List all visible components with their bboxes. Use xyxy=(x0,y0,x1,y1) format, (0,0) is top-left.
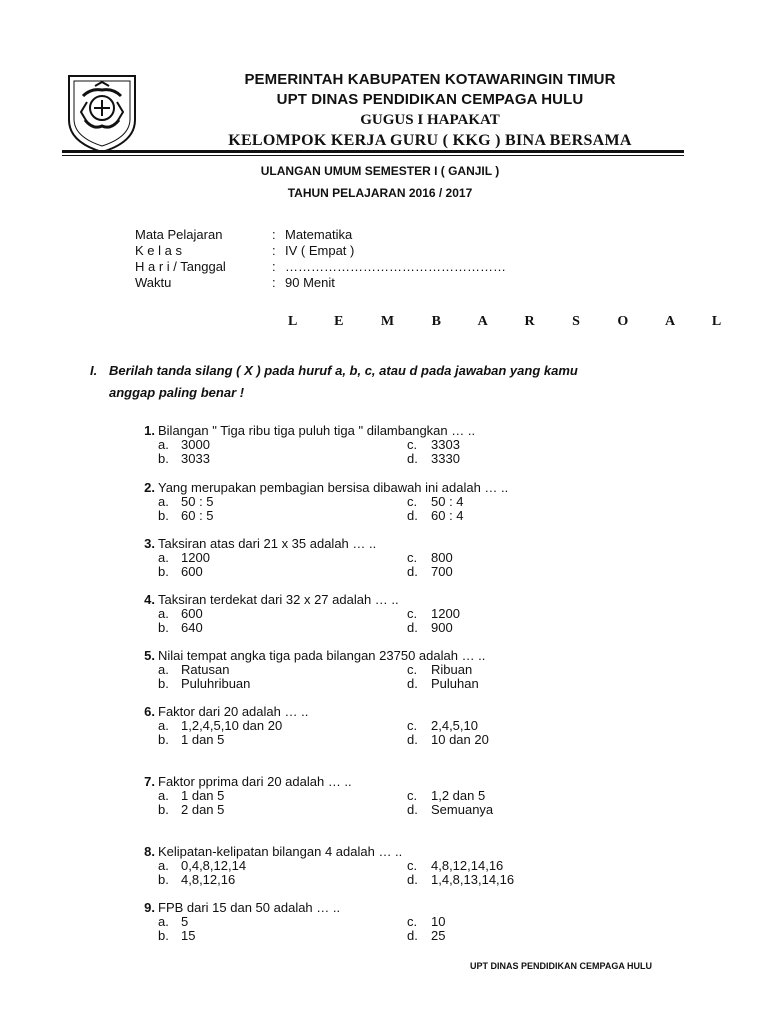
letterhead-line-3: GUGUS I HAPAKAT xyxy=(360,112,500,128)
option-d: Semuanya xyxy=(431,802,494,817)
option-b: 3033 xyxy=(181,451,210,466)
option-letter: d. xyxy=(407,872,418,887)
option-letter: c. xyxy=(407,550,418,565)
question-number: 6. xyxy=(144,704,155,719)
question-text: Faktor pprima dari 20 adalah … .. xyxy=(158,774,352,789)
option-c: 2,4,5,10 xyxy=(431,718,478,733)
option-c: 1200 xyxy=(431,606,460,621)
letterhead-rule-thick xyxy=(62,150,684,153)
question-number: 1. xyxy=(144,423,155,438)
option-letter: c. xyxy=(407,858,418,873)
info-colon: : xyxy=(272,227,276,242)
option-d: 60 : 4 xyxy=(431,508,464,523)
letterhead-line-1: PEMERINTAH KABUPATEN KOTAWARINGIN TIMUR xyxy=(244,71,616,88)
option-letter: d. xyxy=(407,508,418,523)
option-c: Ribuan xyxy=(431,662,473,677)
option-letter: a. xyxy=(158,788,169,803)
info-label: H a r i / Tanggal xyxy=(135,259,226,274)
option-letter: d. xyxy=(407,732,418,747)
option-letter: c. xyxy=(407,662,418,677)
option-a: 0,4,8,12,14 xyxy=(181,858,247,873)
option-b: 2 dan 5 xyxy=(181,802,225,817)
instruction-number: I. xyxy=(90,363,98,378)
option-letter: d. xyxy=(407,928,418,943)
option-c: 4,8,12,14,16 xyxy=(431,858,504,873)
info-colon: : xyxy=(272,259,276,274)
option-d: 25 xyxy=(431,928,446,943)
option-a: 1 dan 5 xyxy=(181,788,225,803)
option-d: 900 xyxy=(431,620,453,635)
question-number: 9. xyxy=(144,900,155,915)
option-letter: a. xyxy=(158,662,169,677)
option-a: 50 : 5 xyxy=(181,494,214,509)
option-d: 700 xyxy=(431,564,453,579)
question-text: Taksiran atas dari 21 x 35 adalah … .. xyxy=(158,536,377,551)
option-a: 3000 xyxy=(181,437,210,452)
option-d: 1,4,8,13,14,16 xyxy=(431,872,515,887)
option-letter: b. xyxy=(158,872,169,887)
option-letter: d. xyxy=(407,802,418,817)
info-value: …………………………………………… xyxy=(285,259,506,274)
option-b: 4,8,12,16 xyxy=(181,872,236,887)
question-text: Bilangan " Tiga ribu tiga puluh tiga " dilambangkan … .. xyxy=(158,423,476,438)
option-letter: a. xyxy=(158,550,169,565)
option-c: 50 : 4 xyxy=(431,494,464,509)
option-letter: c. xyxy=(407,914,418,929)
option-letter: a. xyxy=(158,437,169,452)
option-letter: d. xyxy=(407,676,418,691)
option-letter: a. xyxy=(158,494,169,509)
option-letter: c. xyxy=(407,788,418,803)
exam-title: ULANGAN UMUM SEMESTER I ( GANJIL ) xyxy=(260,164,500,178)
letterhead xyxy=(150,70,710,152)
option-b: 640 xyxy=(181,620,203,635)
option-letter: b. xyxy=(158,564,169,579)
question-text: Taksiran terdekat dari 32 x 27 adalah … .. xyxy=(158,592,399,607)
option-letter: a. xyxy=(158,606,169,621)
info-value: Matematika xyxy=(285,227,353,242)
info-value: 90 Menit xyxy=(285,275,335,290)
option-letter: b. xyxy=(158,508,169,523)
option-letter: a. xyxy=(158,858,169,873)
info-label: K e l a s xyxy=(135,243,182,258)
info-colon: : xyxy=(272,275,276,290)
option-b: 1 dan 5 xyxy=(181,732,225,747)
option-a: 1200 xyxy=(181,550,210,565)
question-text: FPB dari 15 dan 50 adalah … .. xyxy=(158,900,341,915)
option-a: 600 xyxy=(181,606,203,621)
letterhead-line-2: UPT DINAS PENDIDIKAN CEMPAGA HULU xyxy=(276,91,584,108)
option-b: 15 xyxy=(181,928,196,943)
info-value: IV ( Empat ) xyxy=(285,243,355,258)
option-b: 600 xyxy=(181,564,203,579)
instruction-line-1: Berilah tanda silang ( X ) pada huruf a, b, c, atau d pada jawaban yang kamu xyxy=(109,363,578,378)
option-letter: b. xyxy=(158,451,169,466)
info-label: Waktu xyxy=(135,275,172,290)
question-number: 5. xyxy=(144,648,155,663)
option-b: Puluhribuan xyxy=(181,676,251,691)
option-letter: b. xyxy=(158,732,169,747)
regional-emblem-icon xyxy=(65,72,139,154)
question-number: 4. xyxy=(144,592,155,607)
option-d: Puluhan xyxy=(431,676,479,691)
option-a: 5 xyxy=(181,914,189,929)
option-letter: d. xyxy=(407,620,418,635)
instruction-line-2: anggap paling benar ! xyxy=(109,385,245,400)
exam-year: TAHUN PELAJARAN 2016 / 2017 xyxy=(287,186,473,200)
letterhead-line-4: KELOMPOK KERJA GURU ( KKG ) BINA BERSAMA xyxy=(228,132,632,149)
option-letter: c. xyxy=(407,494,418,509)
option-d: 3330 xyxy=(431,451,460,466)
option-a: Ratusan xyxy=(181,662,230,677)
info-colon: : xyxy=(272,243,276,258)
option-letter: c. xyxy=(407,606,418,621)
info-label: Mata Pelajaran xyxy=(135,227,223,242)
option-letter: d. xyxy=(407,451,418,466)
option-a: 1,2,4,5,10 dan 20 xyxy=(181,718,283,733)
option-c: 1,2 dan 5 xyxy=(431,788,486,803)
option-c: 10 xyxy=(431,914,446,929)
question-text: Nilai tempat angka tiga pada bilangan 23750 adalah … .. xyxy=(158,648,486,663)
question-text: Faktor dari 20 adalah … .. xyxy=(158,704,309,719)
option-letter: c. xyxy=(407,437,418,452)
question-number: 8. xyxy=(144,844,155,859)
option-c: 800 xyxy=(431,550,453,565)
question-text: Kelipatan-kelipatan bilangan 4 adalah … .. xyxy=(158,844,403,859)
option-letter: b. xyxy=(158,802,169,817)
question-text: Yang merupakan pembagian bersisa dibawah ini adalah … .. xyxy=(158,480,509,495)
question-number: 2. xyxy=(144,480,155,495)
option-c: 3303 xyxy=(431,437,460,452)
option-letter: b. xyxy=(158,676,169,691)
page-footer: UPT DINAS PENDIDIKAN CEMPAGA HULU xyxy=(470,961,653,971)
option-letter: d. xyxy=(407,564,418,579)
sheet-title: L E M B A R S O A L xyxy=(288,314,726,329)
option-letter: b. xyxy=(158,928,169,943)
option-letter: c. xyxy=(407,718,418,733)
question-number: 7. xyxy=(144,774,155,789)
question-number: 3. xyxy=(144,536,155,551)
option-letter: b. xyxy=(158,620,169,635)
letterhead-rule-thin xyxy=(62,155,684,156)
option-letter: a. xyxy=(158,914,169,929)
option-b: 60 : 5 xyxy=(181,508,214,523)
option-letter: a. xyxy=(158,718,169,733)
option-d: 10 dan 20 xyxy=(431,732,489,747)
